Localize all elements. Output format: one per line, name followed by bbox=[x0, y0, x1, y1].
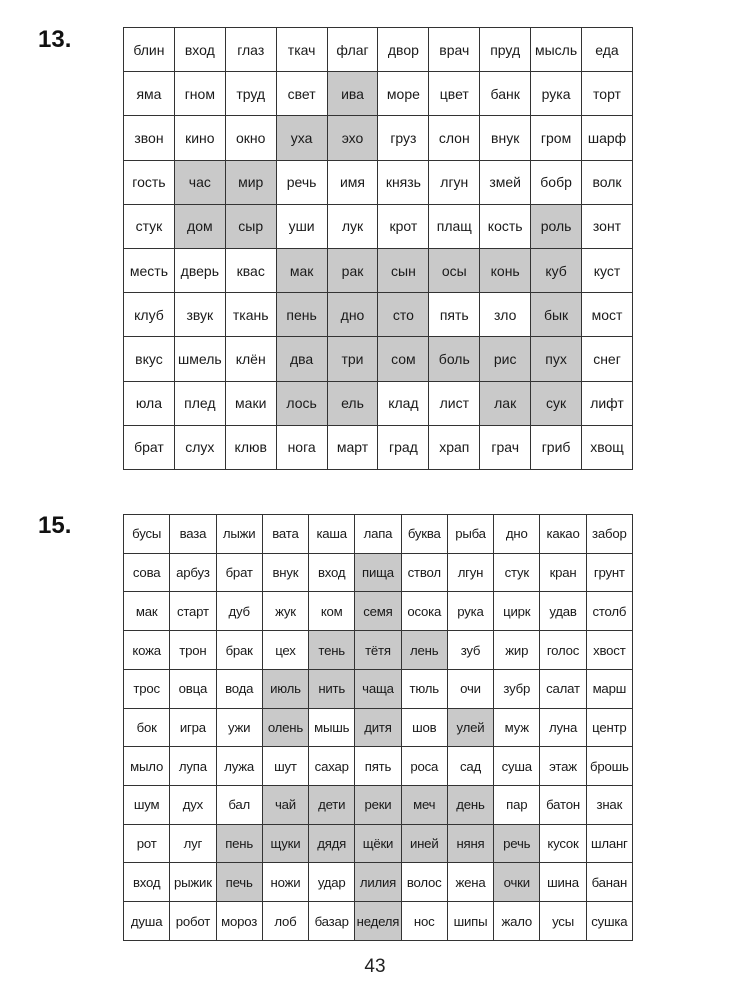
grid-cell: каша bbox=[309, 515, 355, 554]
grid-row bbox=[124, 515, 633, 554]
grid-cell: нить bbox=[309, 669, 355, 708]
page-number: 43 bbox=[364, 956, 386, 977]
grid-cell: какао bbox=[540, 515, 586, 554]
grid-cell: гриб bbox=[531, 425, 582, 469]
grid-cell: рыжик bbox=[170, 863, 216, 902]
grid-cell: столб bbox=[586, 592, 632, 631]
grid-cell: знак bbox=[586, 786, 632, 825]
grid-cell: сушка bbox=[586, 902, 632, 941]
grid-cell: снег bbox=[582, 337, 633, 381]
grid-cell: жена bbox=[447, 863, 493, 902]
grid-cell: мир bbox=[225, 160, 276, 204]
grid-cell: град bbox=[378, 425, 429, 469]
grid-cell: пять bbox=[355, 747, 401, 786]
grid-cell: луг bbox=[170, 824, 216, 863]
grid-cell: час bbox=[174, 160, 225, 204]
grid-cell: брат bbox=[216, 553, 262, 592]
grid-cell: крот bbox=[378, 204, 429, 248]
grid-row bbox=[124, 747, 633, 786]
grid-cell: дверь bbox=[174, 248, 225, 292]
grid-cell: лгун bbox=[429, 160, 480, 204]
grid-row bbox=[124, 631, 633, 670]
grid-cell: чай bbox=[262, 786, 308, 825]
grid-cell: глаз bbox=[225, 28, 276, 72]
grid-cell: усы bbox=[540, 902, 586, 941]
grid-cell: дом bbox=[174, 204, 225, 248]
grid-cell: муж bbox=[494, 708, 540, 747]
grid-cell: чаща bbox=[355, 669, 401, 708]
grid-cell: пень bbox=[276, 293, 327, 337]
grid-cell: вода bbox=[216, 669, 262, 708]
grid-cell: шов bbox=[401, 708, 447, 747]
grid-row bbox=[124, 381, 633, 425]
grid-cell: рот bbox=[124, 824, 170, 863]
grid-cell: банк bbox=[480, 72, 531, 116]
grid-cell: зубр bbox=[494, 669, 540, 708]
grid-row bbox=[124, 293, 633, 337]
grid-cell: маки bbox=[225, 381, 276, 425]
grid-cell: стук bbox=[494, 553, 540, 592]
grid-row bbox=[124, 337, 633, 381]
grid-cell: месть bbox=[124, 248, 175, 292]
grid-cell: пень bbox=[216, 824, 262, 863]
grid-cell: день bbox=[447, 786, 493, 825]
grid-cell: робот bbox=[170, 902, 216, 941]
grid-cell: яма bbox=[124, 72, 175, 116]
grid-cell: трон bbox=[170, 631, 216, 670]
grid-cell: тюль bbox=[401, 669, 447, 708]
grid-cell: грач bbox=[480, 425, 531, 469]
grid-cell: сын bbox=[378, 248, 429, 292]
grid-cell: плащ bbox=[429, 204, 480, 248]
grid-cell: нога bbox=[276, 425, 327, 469]
grid-cell: конь bbox=[480, 248, 531, 292]
grid-row bbox=[124, 425, 633, 469]
grid-row bbox=[124, 669, 633, 708]
grid-cell: звук bbox=[174, 293, 225, 337]
grid-cell: очи bbox=[447, 669, 493, 708]
grid-cell: март bbox=[327, 425, 378, 469]
grid-cell: лифт bbox=[582, 381, 633, 425]
grid-cell: груз bbox=[378, 116, 429, 160]
grid-cell: лужа bbox=[216, 747, 262, 786]
grid-cell: цвет bbox=[429, 72, 480, 116]
grid-cell: пруд bbox=[480, 28, 531, 72]
grid-cell: старт bbox=[170, 592, 216, 631]
grid-cell: пять bbox=[429, 293, 480, 337]
grid-cell: сахар bbox=[309, 747, 355, 786]
grid-cell: бобр bbox=[531, 160, 582, 204]
grid-cell: имя bbox=[327, 160, 378, 204]
grid-cell: осы bbox=[429, 248, 480, 292]
grid-row bbox=[124, 553, 633, 592]
grid-cell: ножи bbox=[262, 863, 308, 902]
grid-cell: ком bbox=[309, 592, 355, 631]
grid-cell: волос bbox=[401, 863, 447, 902]
grid-row bbox=[124, 248, 633, 292]
grid-cell: сад bbox=[447, 747, 493, 786]
grid-cell: лилия bbox=[355, 863, 401, 902]
grid-cell: луна bbox=[540, 708, 586, 747]
grid-cell: эхо bbox=[327, 116, 378, 160]
grid-cell: осока bbox=[401, 592, 447, 631]
grid-row bbox=[124, 786, 633, 825]
grid-cell: иней bbox=[401, 824, 447, 863]
grid-cell: бал bbox=[216, 786, 262, 825]
grid-cell: реки bbox=[355, 786, 401, 825]
grid-cell: мост bbox=[582, 293, 633, 337]
grid-cell: речь bbox=[494, 824, 540, 863]
grid-cell: базар bbox=[309, 902, 355, 941]
grid-cell: дно bbox=[327, 293, 378, 337]
grid-cell: хвощ bbox=[582, 425, 633, 469]
grid-cell: трос bbox=[124, 669, 170, 708]
grid-row bbox=[124, 72, 633, 116]
grid-cell: волк bbox=[582, 160, 633, 204]
grid-cell: цирк bbox=[494, 592, 540, 631]
grid-cell: печь bbox=[216, 863, 262, 902]
grid-cell: жало bbox=[494, 902, 540, 941]
grid-cell: вход bbox=[309, 553, 355, 592]
grid-cell: мысль bbox=[531, 28, 582, 72]
grid-cell: сто bbox=[378, 293, 429, 337]
grid-cell: цех bbox=[262, 631, 308, 670]
grid-cell: очки bbox=[494, 863, 540, 902]
grid-cell: кран bbox=[540, 553, 586, 592]
grid-cell: ткач bbox=[276, 28, 327, 72]
grid-cell: лупа bbox=[170, 747, 216, 786]
puzzle-number-13: 13. bbox=[38, 26, 72, 53]
grid-cell: кость bbox=[480, 204, 531, 248]
grid-cell: шут bbox=[262, 747, 308, 786]
grid-cell: клён bbox=[225, 337, 276, 381]
grid-cell: гость bbox=[124, 160, 175, 204]
grid-cell: князь bbox=[378, 160, 429, 204]
grid-cell: бык bbox=[531, 293, 582, 337]
grid-cell: мак bbox=[276, 248, 327, 292]
grid-cell: банан bbox=[586, 863, 632, 902]
grid-cell: лист bbox=[429, 381, 480, 425]
grid-cell: овца bbox=[170, 669, 216, 708]
grid-cell: этаж bbox=[540, 747, 586, 786]
grid-cell: марш bbox=[586, 669, 632, 708]
grid-cell: уши bbox=[276, 204, 327, 248]
grid-cell: бок bbox=[124, 708, 170, 747]
grid-cell: вата bbox=[262, 515, 308, 554]
grid-cell: нос bbox=[401, 902, 447, 941]
grid-cell: сова bbox=[124, 553, 170, 592]
grid-cell: гном bbox=[174, 72, 225, 116]
grid-cell: брат bbox=[124, 425, 175, 469]
grid-cell: куст bbox=[582, 248, 633, 292]
grid-cell: клуб bbox=[124, 293, 175, 337]
grid-cell: кино bbox=[174, 116, 225, 160]
grid-cell: мак bbox=[124, 592, 170, 631]
word-grid-13 bbox=[123, 27, 633, 470]
grid-cell: блин bbox=[124, 28, 175, 72]
grid-cell: свет bbox=[276, 72, 327, 116]
grid-cell: окно bbox=[225, 116, 276, 160]
grid-cell: уха bbox=[276, 116, 327, 160]
grid-row bbox=[124, 708, 633, 747]
grid-row bbox=[124, 902, 633, 941]
grid-cell: удав bbox=[540, 592, 586, 631]
grid-cell: вход bbox=[174, 28, 225, 72]
grid-cell: зонт bbox=[582, 204, 633, 248]
grid-cell: голос bbox=[540, 631, 586, 670]
grid-cell: роль bbox=[531, 204, 582, 248]
grid-cell: клад bbox=[378, 381, 429, 425]
grid-cell: олень bbox=[262, 708, 308, 747]
grid-cell: врач bbox=[429, 28, 480, 72]
grid-cell: няня bbox=[447, 824, 493, 863]
grid-row bbox=[124, 28, 633, 72]
grid-cell: удар bbox=[309, 863, 355, 902]
grid-cell: куб bbox=[531, 248, 582, 292]
grid-cell: рука bbox=[447, 592, 493, 631]
grid-cell: рис bbox=[480, 337, 531, 381]
grid-cell: лыжи bbox=[216, 515, 262, 554]
grid-cell: дуб bbox=[216, 592, 262, 631]
grid-cell: гром bbox=[531, 116, 582, 160]
grid-cell: кожа bbox=[124, 631, 170, 670]
grid-cell: июль bbox=[262, 669, 308, 708]
grid-cell: брошь bbox=[586, 747, 632, 786]
grid-cell: пища bbox=[355, 553, 401, 592]
grid-cell: шум bbox=[124, 786, 170, 825]
grid-cell: еда bbox=[582, 28, 633, 72]
grid-cell: клюв bbox=[225, 425, 276, 469]
grid-cell: вкус bbox=[124, 337, 175, 381]
grid-cell: дитя bbox=[355, 708, 401, 747]
grid-cell: шланг bbox=[586, 824, 632, 863]
grid-cell: три bbox=[327, 337, 378, 381]
grid-row bbox=[124, 592, 633, 631]
grid-cell: двор bbox=[378, 28, 429, 72]
grid-row bbox=[124, 863, 633, 902]
grid-cell: щуки bbox=[262, 824, 308, 863]
grid-cell: дядя bbox=[309, 824, 355, 863]
grid-row bbox=[124, 160, 633, 204]
grid-cell: неделя bbox=[355, 902, 401, 941]
grid-cell: рука bbox=[531, 72, 582, 116]
grid-cell: мышь bbox=[309, 708, 355, 747]
grid-row bbox=[124, 204, 633, 248]
grid-cell: речь bbox=[276, 160, 327, 204]
grid-cell: лук bbox=[327, 204, 378, 248]
grid-cell: суша bbox=[494, 747, 540, 786]
grid-cell: жук bbox=[262, 592, 308, 631]
grid-cell: стук bbox=[124, 204, 175, 248]
grid-cell: ужи bbox=[216, 708, 262, 747]
grid-cell: лоб bbox=[262, 902, 308, 941]
grid-cell: салат bbox=[540, 669, 586, 708]
grid-cell: боль bbox=[429, 337, 480, 381]
grid-cell: труд bbox=[225, 72, 276, 116]
grid-cell: море bbox=[378, 72, 429, 116]
grid-cell: щёки bbox=[355, 824, 401, 863]
grid-cell: внук bbox=[262, 553, 308, 592]
grid-cell: пух bbox=[531, 337, 582, 381]
grid-cell: ваза bbox=[170, 515, 216, 554]
grid-cell: рак bbox=[327, 248, 378, 292]
grid-cell: ткань bbox=[225, 293, 276, 337]
grid-cell: флаг bbox=[327, 28, 378, 72]
grid-cell: торт bbox=[582, 72, 633, 116]
grid-cell: бусы bbox=[124, 515, 170, 554]
grid-cell: брак bbox=[216, 631, 262, 670]
grid-cell: сук bbox=[531, 381, 582, 425]
puzzle-number-15: 15. bbox=[38, 512, 72, 539]
grid-cell: зуб bbox=[447, 631, 493, 670]
grid-cell: меч bbox=[401, 786, 447, 825]
grid-cell: мороз bbox=[216, 902, 262, 941]
grid-cell: буква bbox=[401, 515, 447, 554]
grid-cell: звон bbox=[124, 116, 175, 160]
grid-cell: змей bbox=[480, 160, 531, 204]
grid-cell: внук bbox=[480, 116, 531, 160]
grid-cell: игра bbox=[170, 708, 216, 747]
word-grid-15 bbox=[123, 514, 633, 941]
grid-cell: лак bbox=[480, 381, 531, 425]
grid-cell: ствол bbox=[401, 553, 447, 592]
grid-cell: хвост bbox=[586, 631, 632, 670]
grid-cell: семя bbox=[355, 592, 401, 631]
grid-cell: душа bbox=[124, 902, 170, 941]
grid-cell: плед bbox=[174, 381, 225, 425]
grid-cell: арбуз bbox=[170, 553, 216, 592]
grid-cell: лось bbox=[276, 381, 327, 425]
grid-cell: зло bbox=[480, 293, 531, 337]
grid-cell: рыба bbox=[447, 515, 493, 554]
grid-row bbox=[124, 824, 633, 863]
grid-row bbox=[124, 116, 633, 160]
grid-cell: батон bbox=[540, 786, 586, 825]
grid-cell: центр bbox=[586, 708, 632, 747]
grid-cell: тётя bbox=[355, 631, 401, 670]
grid-cell: шарф bbox=[582, 116, 633, 160]
grid-cell: сом bbox=[378, 337, 429, 381]
grid-cell: дети bbox=[309, 786, 355, 825]
grid-cell: дух bbox=[170, 786, 216, 825]
grid-cell: ива bbox=[327, 72, 378, 116]
grid-cell: забор bbox=[586, 515, 632, 554]
grid-cell: лапа bbox=[355, 515, 401, 554]
grid-cell: жир bbox=[494, 631, 540, 670]
grid-cell: шипы bbox=[447, 902, 493, 941]
grid-cell: грунт bbox=[586, 553, 632, 592]
grid-cell: два bbox=[276, 337, 327, 381]
grid-cell: вход bbox=[124, 863, 170, 902]
grid-cell: слух bbox=[174, 425, 225, 469]
grid-cell: улей bbox=[447, 708, 493, 747]
grid-cell: квас bbox=[225, 248, 276, 292]
grid-cell: сыр bbox=[225, 204, 276, 248]
grid-cell: кусок bbox=[540, 824, 586, 863]
grid-cell: слон bbox=[429, 116, 480, 160]
grid-cell: дно bbox=[494, 515, 540, 554]
grid-cell: роса bbox=[401, 747, 447, 786]
grid-cell: мыло bbox=[124, 747, 170, 786]
grid-cell: тень bbox=[309, 631, 355, 670]
grid-cell: пар bbox=[494, 786, 540, 825]
grid-cell: шина bbox=[540, 863, 586, 902]
grid-cell: ель bbox=[327, 381, 378, 425]
grid-cell: юла bbox=[124, 381, 175, 425]
grid-cell: храп bbox=[429, 425, 480, 469]
grid-cell: шмель bbox=[174, 337, 225, 381]
grid-cell: лень bbox=[401, 631, 447, 670]
grid-cell: лгун bbox=[447, 553, 493, 592]
